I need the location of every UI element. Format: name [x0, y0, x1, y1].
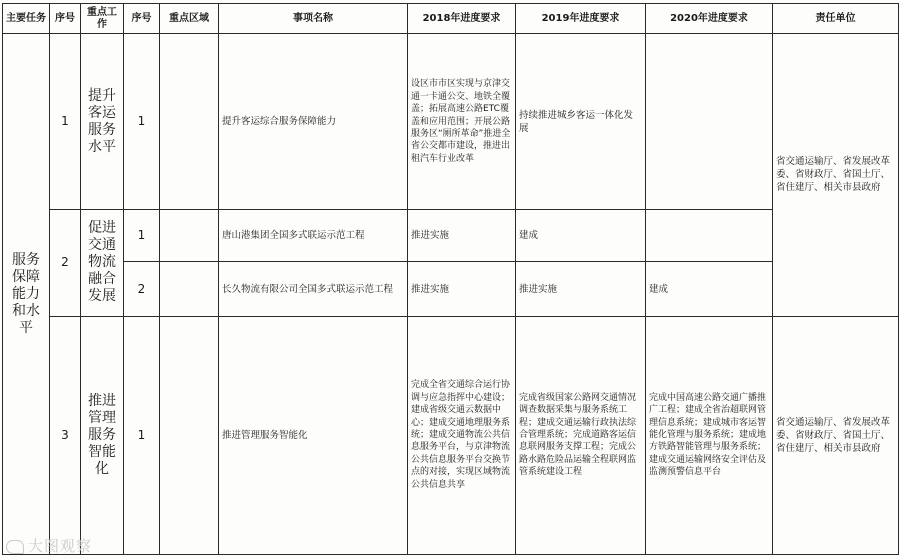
item-name-cell: 提升客运综合服务保障能力 — [219, 34, 408, 210]
progress-2018-cell: 推进实施 — [408, 210, 516, 262]
group-seq: 2 — [50, 210, 81, 316]
responsible-cell: 省交通运输厅、省发展改革委、省财政厅、省国土厅、省住建厅、相关市县政府 — [773, 316, 899, 554]
group-seq: 1 — [50, 34, 81, 210]
header-seq-sub: 序号 — [124, 4, 160, 34]
key-area-cell — [160, 316, 219, 554]
header-key-area: 重点区域 — [160, 4, 219, 34]
group-work: 提升客运服务水平 — [81, 34, 124, 210]
main-task-cell: 服务保障能力和水平 — [3, 34, 50, 555]
key-area-cell — [160, 262, 219, 316]
row-seq: 1 — [124, 316, 160, 554]
row-seq: 1 — [124, 210, 160, 262]
item-name-cell: 唐山港集团全国多式联运示范工程 — [219, 210, 408, 262]
key-area-cell — [160, 34, 219, 210]
header-2020: 2020年进度要求 — [646, 4, 773, 34]
header-seq: 序号 — [50, 4, 81, 34]
table-row — [3, 316, 899, 554]
key-area-cell — [160, 210, 219, 262]
watermark-logo-icon — [6, 540, 24, 554]
responsible-cell: 省交通运输厅、省发展改革委、省财政厅、省国土厅、省住建厅、相关市县政府 — [773, 34, 899, 317]
item-name-cell: 长久物流有限公司全国多式联运示范工程 — [219, 262, 408, 316]
row-seq: 1 — [124, 34, 160, 210]
header-2019: 2019年进度要求 — [516, 4, 646, 34]
table-row — [3, 34, 899, 210]
progress-table — [2, 3, 899, 555]
watermark-text: 大图观察 — [28, 537, 93, 555]
header-main-task: 主要任务 — [3, 4, 50, 34]
progress-2020-cell — [646, 34, 773, 210]
item-name-cell: 推进管理服务智能化 — [219, 316, 408, 554]
progress-2019-cell: 建成 — [516, 210, 646, 262]
progress-2019-cell: 完成省级国家公路网交通情况调查数据采集与服务系统工程；建成交通运输行政执法综合管理系统；完成道路客运信息联网服务支撑工程；完成公路水路危险品运输全程联网监管系统建设工程 — [516, 316, 646, 554]
group-work: 推进管理服务智能化 — [81, 316, 124, 554]
header-responsible: 责任单位 — [773, 4, 899, 34]
progress-2018-cell: 设区市市区实现与京津交通一卡通公交、地铁全覆盖；拓展高速公路ETC覆盖和应用范围；开展公路服务区“厕所革命”推进全省公交都市建设，推进出租汽车行业改革 — [408, 34, 516, 210]
progress-2020-cell: 建成 — [646, 262, 773, 316]
row-seq: 2 — [124, 262, 160, 316]
group-work: 促进交通物流融合发展 — [81, 210, 124, 316]
table-row — [3, 210, 899, 262]
progress-2020-cell — [646, 210, 773, 262]
header-key-work: 重点工作 — [81, 4, 124, 34]
header-row — [3, 4, 899, 34]
table-row — [3, 262, 899, 316]
group-seq: 3 — [50, 316, 81, 554]
progress-2018-cell: 推进实施 — [408, 262, 516, 316]
watermark — [6, 535, 92, 556]
header-2018: 2018年进度要求 — [408, 4, 516, 34]
progress-2018-cell: 完成全省交通综合运行协调与应急指挥中心建设；建成省级交通云数据中心；建成交通地理服务系统；建成交通物流公共信息服务平台，与京津物流公共信息服务平台交换节点的对接，实现区域物流公共信息共享 — [408, 316, 516, 554]
progress-2020-cell: 完成中国高速公路交通广播推广工程；建成全省治超联网管理信息系统；建成城市客运智能化管理与服务系统；建成地方铁路智能管理与服务系统；建成交通运输网络安全评估及监测预警信息平台 — [646, 316, 773, 554]
header-item-name: 事项名称 — [219, 4, 408, 34]
progress-2019-cell: 推进实施 — [516, 262, 646, 316]
progress-2019-cell: 持续推进城乡客运一体化发展 — [516, 34, 646, 210]
